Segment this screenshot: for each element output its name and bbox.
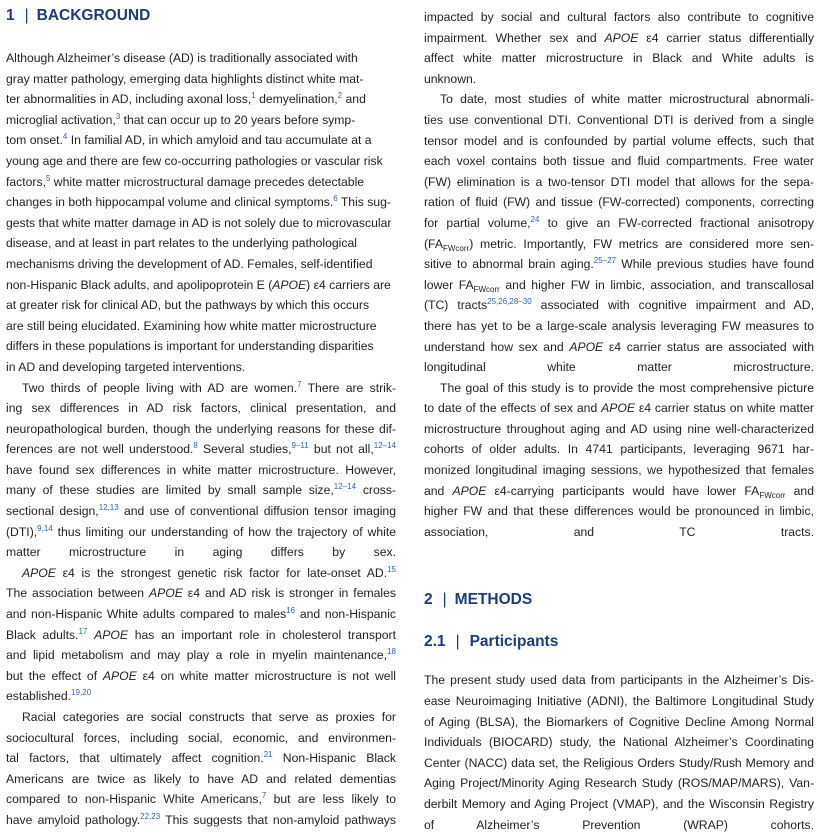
section-number: 1 — [6, 7, 15, 24]
subsection-number: 2.1 — [424, 633, 446, 651]
section-heading-background — [6, 6, 396, 26]
left-column — [6, 0, 396, 831]
section-title: METHODS — [454, 591, 533, 609]
subsection-heading-participants — [424, 632, 814, 652]
section-heading-methods — [424, 590, 814, 610]
heading-separator: | — [24, 7, 29, 24]
right-column — [424, 0, 814, 835]
background-paragraph-3: APOE ε4 is the strongest genetic risk factor for late-onset AD.$^{15}$ The association between APOE ε4 and AD risk is stronger in females and non-Hispanic White adults compared to males$^{16}$ and non-Hispanic Black adults.$^{17}$ APOE has an important role in cholesterol transport and lipid metabolism and may play a role in myelin maintenance,$^{18}$ but the effect of APOE ε4 on white matter microstructure is not well established.$^{19,20}$ — [6, 564, 396, 704]
heading-separator: | — [455, 633, 460, 651]
background-paragraph-6: The goal of this study is to provide the most comprehensive picture to date of the effects of sex and APOE ε4 carrier status on white matter microstructure throughout aging and AD using nine well-characterized cohorts of older adults. In 4741 participants, leveraging 9671 har- monized longitudinal imaging sessions, we hypothesized that females and APOE ε4-carrying participants would have lower $FA_{FWcorr}$ and higher FW and that these differences would be pronounced in limbic, association, and TC tracts. — [424, 380, 814, 539]
background-paragraph-1: Although Alzheimer’s disease (AD) is traditionally associated with gray matter pathology, emerging data highlights distinct white mat- ter abnormalities in AD, including axonal loss,$^1$ demyelination,$^2$ and microglial activation,$^3$ that can occur up to 20 years before symp- tom onset.$^4$ In familial AD, in which amyloid and tau accumulate at a young age and there are few co-occurring pathologies or vascular risk factors,$^5$ white matter microstructural damage precedes detectable changes in both hippocampal volume and clinical symptoms.$^6$ This sug- gests that white matter damage in AD is not solely due to microvascular disease, and at least in part relates to the underlying pathological mechanisms driving the development of AD. Females, self-identified non-Hispanic Black adults, and apolipoprotein E (APOE) ε4 carriers are at greater risk for clinical AD, but the pathways by which this occurs are still being elucidated. Examining how white matter microstructure differs in these populations is important for understanding disparities in AD and developing targeted interventions. — [6, 51, 392, 374]
background-paragraph-5: To date, most studies of white matter microstructural abnormali- ties use conventional DTI. Conventional DTI is derived from a single tensor model and is confounded by partial volume effects, such that each voxel contains both tissue and fluid compartments. Free water (FW) elimination is a two-tensor DTI model that allows for the sepa- ration of fluid (FW) and tissue (FW-corrected) components, correcting for partial volume,$^{24}$ to give an FW-corrected fractional anisotropy $(FA_{FWcorr})$ metric. Importantly, FW metrics are considered more sen- sitive to abnormal brain aging.$^{25-27}$ While previous studies have found lower $FA_{FWcorr}$ and higher FW in limbic, association, and transcallosal (TC) tracts$^{25,26,28-30}$ associated with cognitive impairment and AD, there has yet to be a large-scale analysis leveraging FW measures to understand how sex and APOE ε4 carrier status are associated with longitudinal white matter microstructure. — [424, 92, 814, 375]
methods-participants-paragraph: The present study used data from participants in the Alzheimer’s Dis- ease Neuroimaging Initiative (ADNI), the Baltimore Longitudinal Study of Aging (BLSA), the Biomarkers of Cognitive Decline Among Normal Individuals (BIOCARD) study, the National Alzheimer’s Coordinating Center (NACC) data set, the Religious Orders Study/Rush Memory and Aging Project/Minority Aging Research Study (ROS/MAP/MARS), Van- derbilt Memory and Aging Project (VMAP), and the Wisconsin Registry of Alzheimer’s Prevention (WRAP) cohorts. — [424, 673, 814, 832]
section-number: 2 — [424, 591, 433, 609]
background-paragraph-2: Two thirds of people living with AD are women.$^7$ There are strik- ing sex differences in AD risk factors, clinical presentation, and neuropathological burden, though the underlying reasons for these dif- ferences are not well understood.$^8$ Several studies,$^{9-11}$ but not all,$^{12-14}$ have found sex differences in white matter microstructure. However, many of these studies are limited by small sample size,$^{12-14}$ cross- sectional design,$^{12,13}$ and use of conventional diffusion tensor imaging (DTI),$^{9,14}$ thus limiting our understanding of how the trajectory of white matter microstructure in aging differs by sex. — [6, 379, 396, 560]
background-paragraph-4: Racial categories are social constructs that serve as proxies for sociocultural forces, including social, economic, and environmen- tal factors, that ultimately affect cognition.$^{21}$ Non-Hispanic Black Americans are twice as likely to have AD and related dementias compared to non-Hispanic White Americans,$^7$ but are less likely to have amyloid pathology.$^{22,23}$ This suggests that non-amyloid pathways — [6, 710, 396, 827]
section-title: BACKGROUND — [36, 7, 151, 24]
heading-separator: | — [442, 591, 447, 609]
subsection-title: Participants — [469, 633, 559, 651]
background-paragraph-4-continued: impacted by social and cultural factors also contribute to cognitive impairment. Whether sex and APOE ε4 carrier status differentially affect white matter microstructure in Black and White adults is unknown. — [424, 10, 814, 86]
